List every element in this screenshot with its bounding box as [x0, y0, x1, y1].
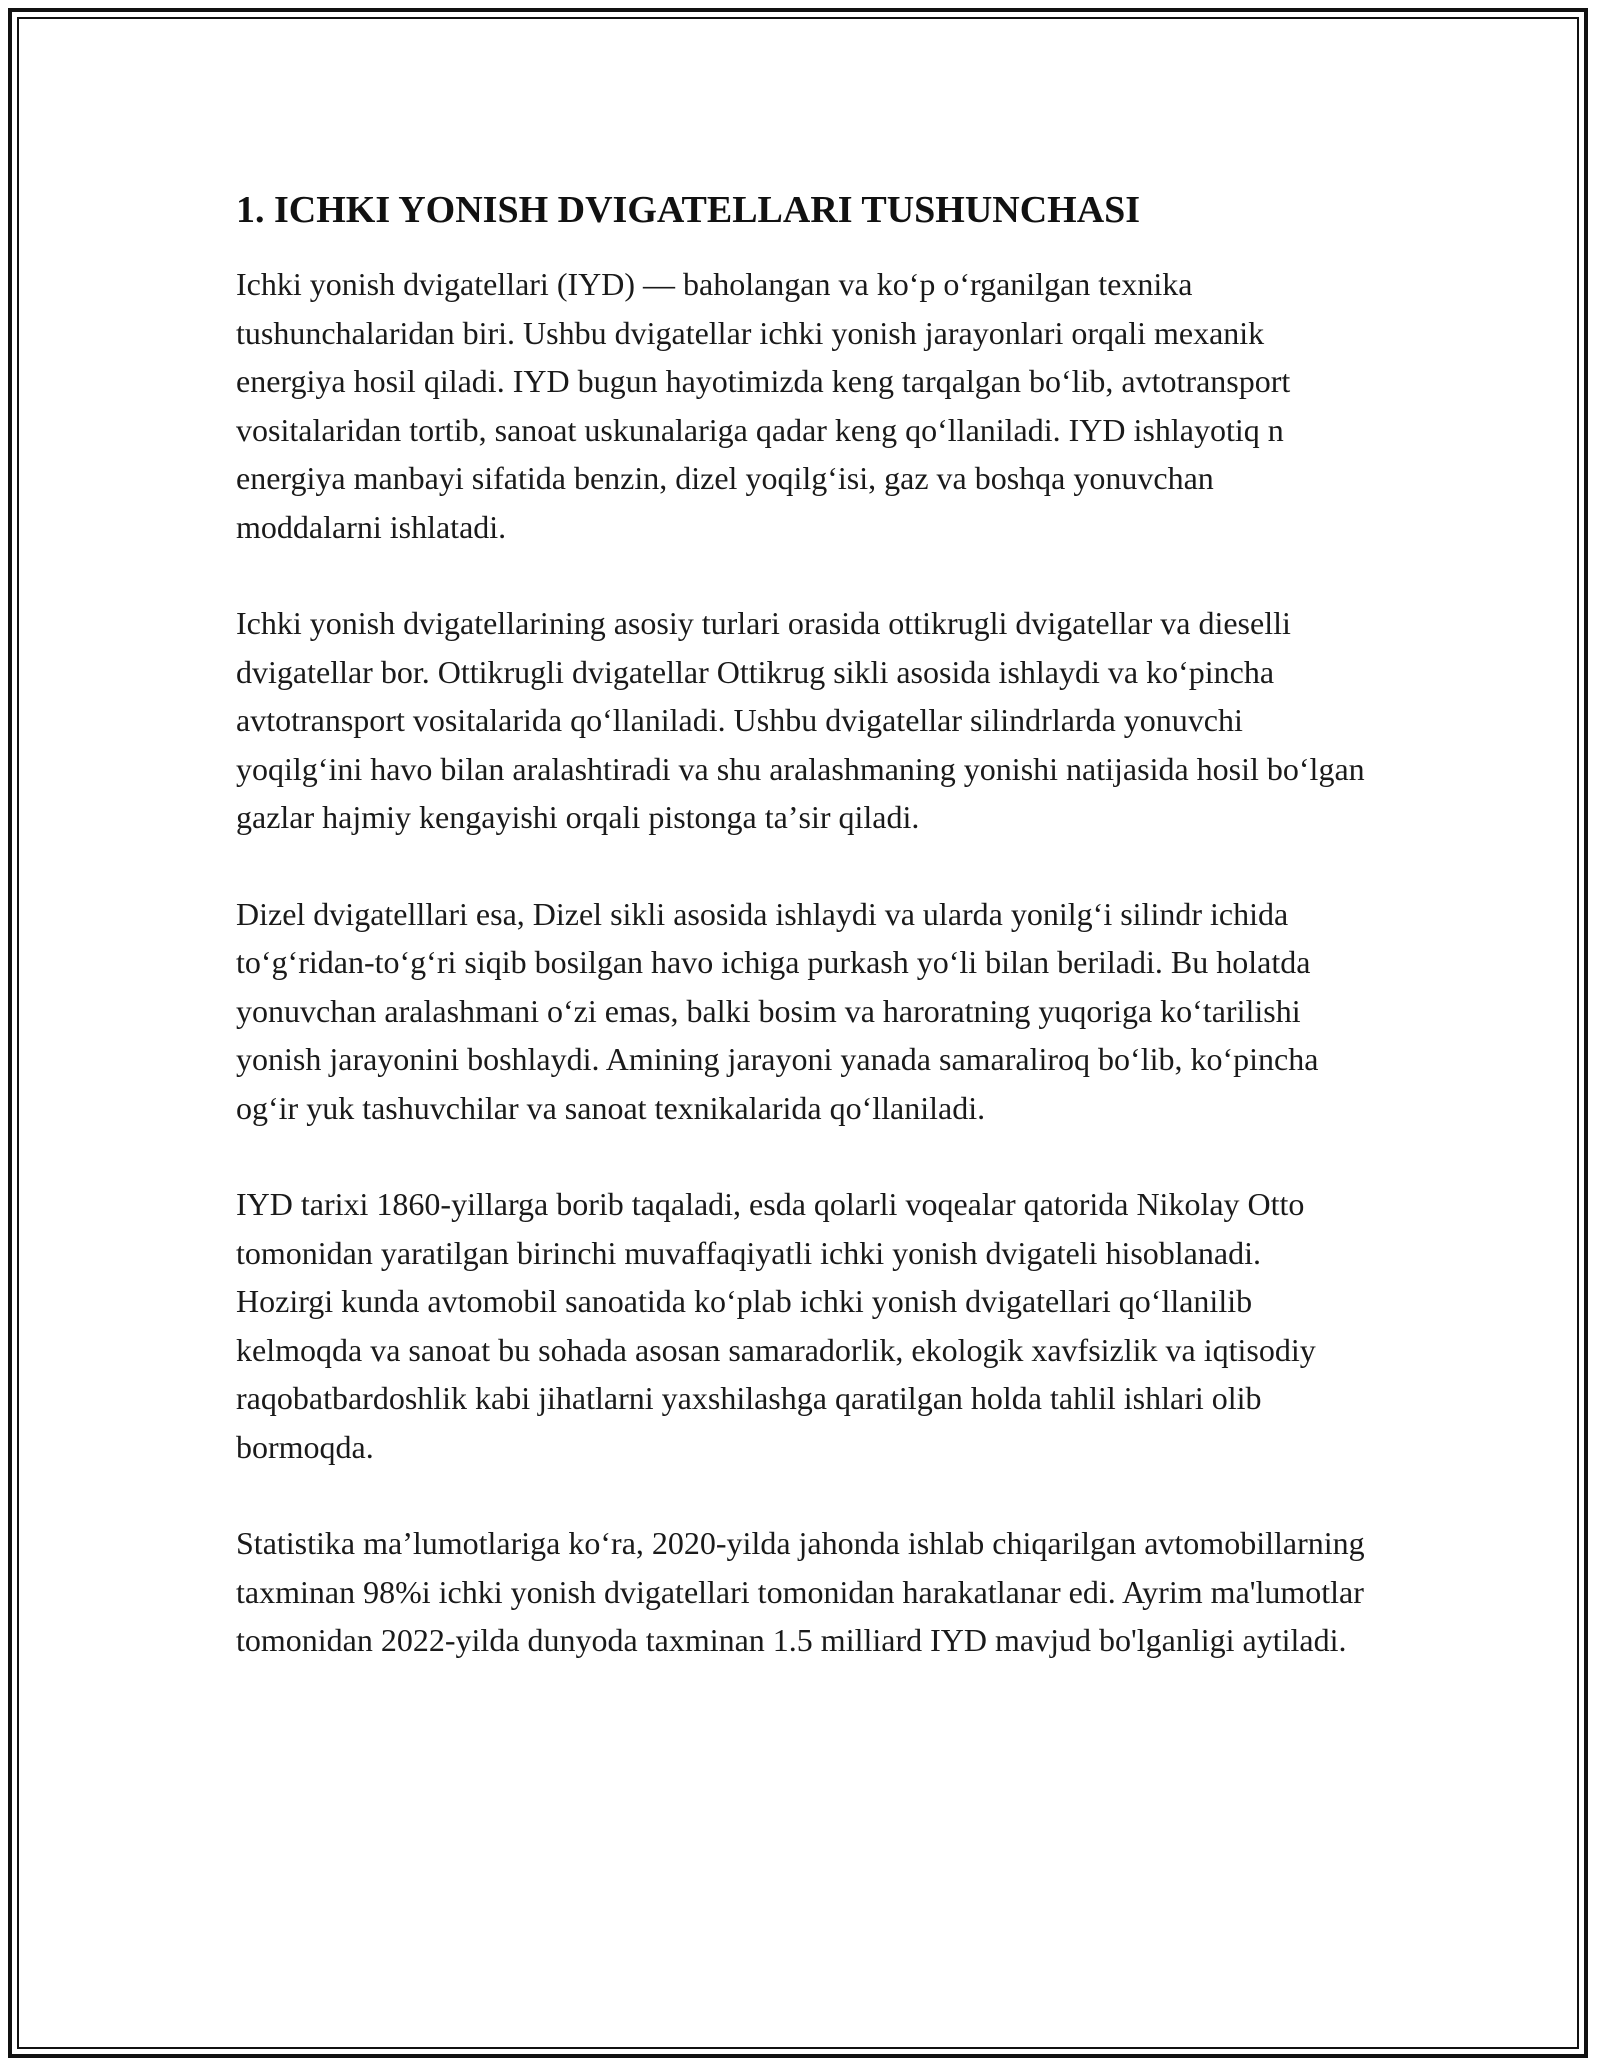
paragraph-intro: Ichki yonish dvigatellari (IYD) — baholangan va koʻp oʻrganilgan texnika tushunchalaridan biri. Ushbu dvigatellar ichki yonish jarayonlari orqali mexanik energiya hosil qiladi. IYD bugun hayotimizda keng tarqalgan boʻlib, avtotransport vositalaridan tortib, sanoat uskunalariga qadar keng qoʻllaniladi. IYD ishlayotiq n energiya manbayi sifatida benzin, dizel yoqilgʻisi, gaz va boshqa yonuvchan moddalarni ishlatadi. [236, 266, 1291, 545]
paragraph-engine-types: Ichki yonish dvigatellarining asosiy turlari orasida ottikrugli dvigatellar va dieselli dvigatellar bor. Ottikrugli dvigatellar Ottikrug sikli asosida ishlaydi va koʻpincha avtotransport vositalarida qoʻllaniladi. Ushbu dvigatellar silindrlarda yonuvchi yoqilgʻini havo bilan aralashtiradi va shu aralashmaning yonishi natijasida hosil boʻlgan gazlar hajmiy kengayishi orqali pistonga taʼsir qiladi. [236, 605, 1365, 835]
section-heading: 1. ICHKI YONISH DVIGATELLARI TUSHUNCHASI [236, 189, 1141, 231]
paragraph-history: IYD tarixi 1860-yillarga borib taqaladi, esda qolarli voqealar qatorida Nikolay Otto tomonidan yaratilgan birinchi muvaffaqiyatli ichki yonish dvigateli hisoblanadi. Hozirgi kunda avtomobil sanoatida koʻplab ichki yonish dvigatellari qoʻllanilib kelmoqda va sanoat bu sohada asosan samaradorlik, ekologik xavfsizlik va iqtisodiy raqobatbardoshlik kabi jihatlarni yaxshilashga qaratilgan holda tahlil ishlari olib bormoqda. [236, 1186, 1316, 1465]
document-body [236, 186, 1366, 1713]
paragraph-diesel: Dizel dvigatelllari esa, Dizel sikli asosida ishlaydi va ularda yonilgʻi silindr ichida toʻgʻridan-toʻgʻri siqib bosilgan havo ichiga purkash yoʻli bilan beriladi. Bu holatda yonuvchan aralashmani oʻzi emas, balki bosim va haroratning yuqoriga koʻtarilishi yonish jarayonini boshlaydi. Amining jarayoni yanada samaraliroq boʻlib, koʻpincha ogʻir yuk tashuvchilar va sanoat texnikalarida qoʻllaniladi. [236, 895, 1319, 1126]
paragraph-statistics: Statistika maʼlumotlariga koʻra, 2020-yilda jahonda ishlab chiqarilgan avtomobillarning taxminan 98%i ichki yonish dvigatellari tomonidan harakatlanar edi. Ayrim ma'lumotlar tomonidan 2022-yilda dunyoda taxminan 1.5 milliard IYD mavjud bo'lganligi aytiladi. [236, 1525, 1365, 1658]
